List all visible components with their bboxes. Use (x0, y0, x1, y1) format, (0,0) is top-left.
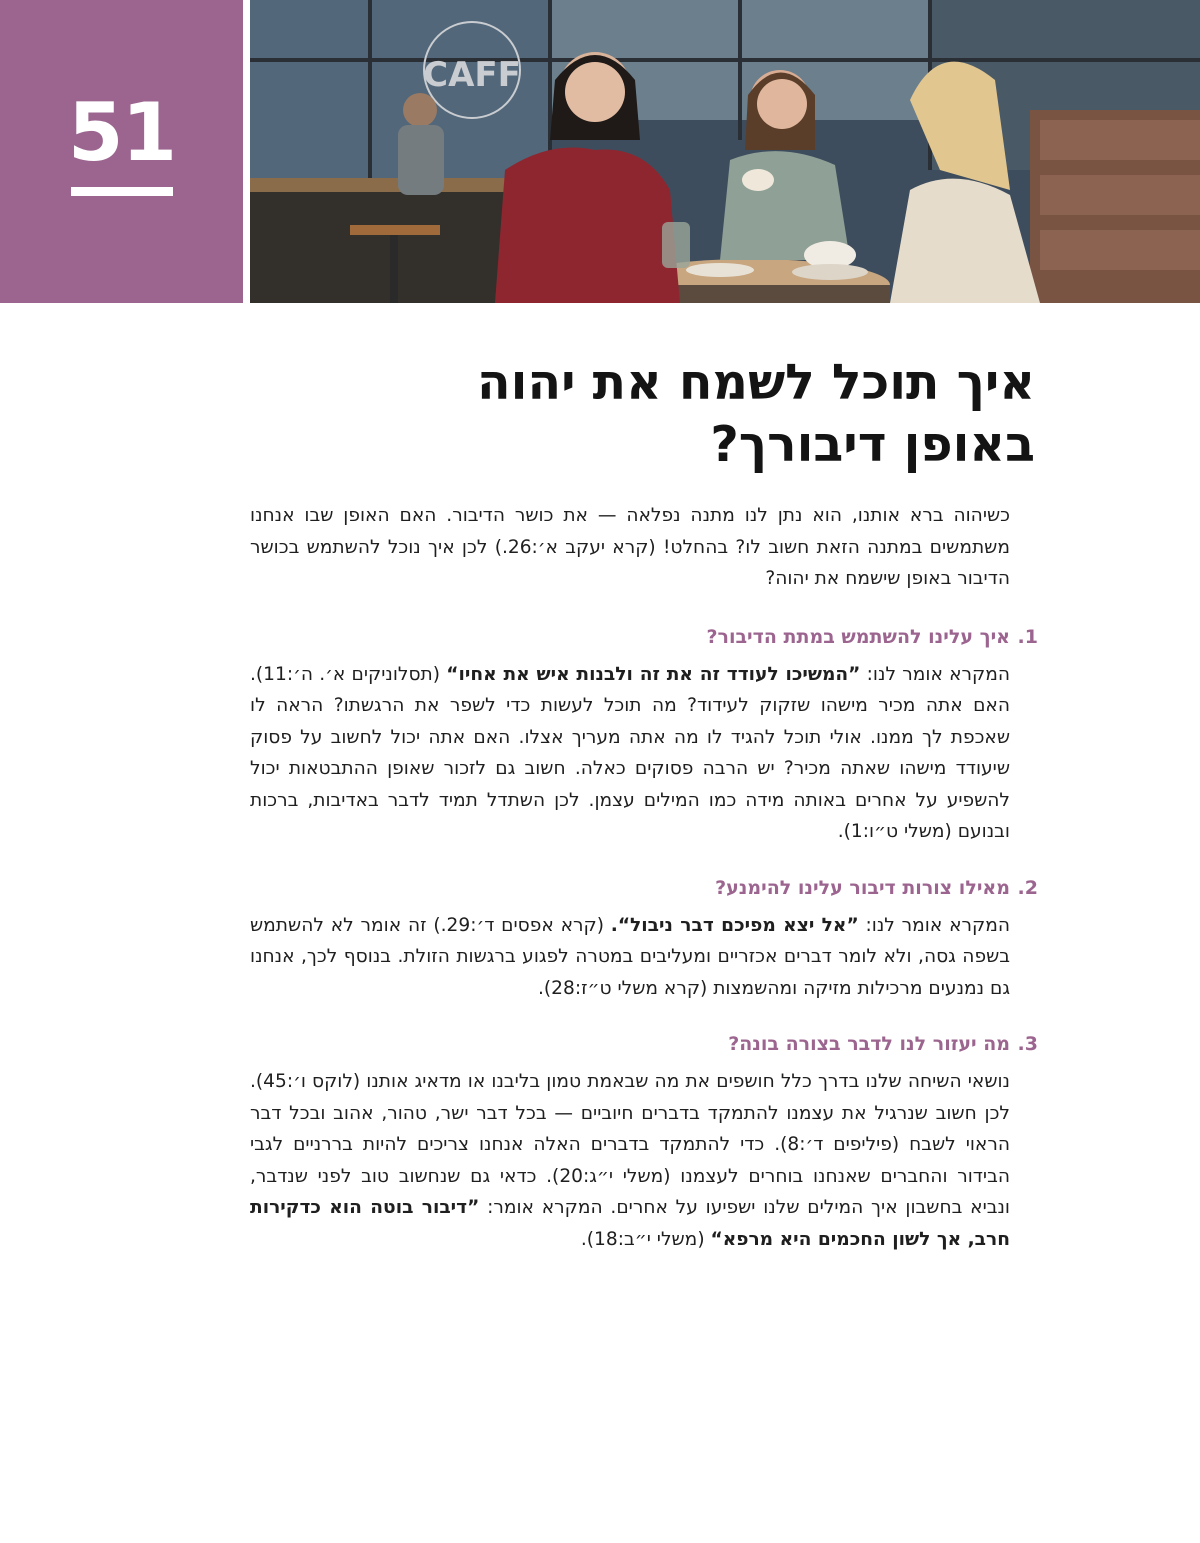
cafe-illustration (250, 0, 1200, 303)
bar-stool-seat (350, 225, 440, 235)
section-2-body-quote: ”אל יצא מפיכם דבר ניבול“. (610, 914, 859, 936)
section-3-body-pre: נושאי השיחה שלנו בדרך כלל חושפים את מה שבאמת טמון בליבנו או מדאיג אותנו (לוקס ו׳:45). לכן חשוב שנרגיל את עצמנו להתמקד בדברים חיוביים — בכל דבר ישר, טהור, אהוב ובכל דבר הראוי לשבח (פיליפים ד׳:8). כדי להתמקד בדברים האלה אנחנו צריכים להיות בררניים לגבי הבידור והחברים שאנחנו בוחרים לעצמנו (משלי י״ג:20). כדאי גם שנחשוב טוב לפני שנדבר, ונביא בחשבון איך המילים שלנו ישפיעו על אחרים. המקרא אומר: (250, 1071, 1010, 1218)
glass-jar (662, 222, 690, 268)
cafe-photo (250, 0, 1200, 303)
lesson-number: 51 (67, 86, 176, 179)
section-1-heading (250, 623, 1038, 651)
section-3-body (250, 1066, 1010, 1255)
section-1-heading-text: איך עלינו להשתמש במתת הדיבור? (706, 625, 1010, 648)
lesson-content (250, 500, 1038, 1255)
booth-cushion-top (1040, 120, 1200, 160)
bar-stool-leg (390, 235, 398, 303)
section-3-body-post: (משלי י״ב:18). (580, 1228, 711, 1250)
section-2 (250, 874, 1038, 1005)
lesson-number-tab (0, 0, 243, 303)
section-1-body-post: (תסלוניקים א׳. ה׳:11). האם אתה מכיר מישהו שזקוק לעידוד? מה תוכל לעשות כדי לשפר את הרגשתו? הראה לו שאכפת לך ממנו. אולי תוכל להגיד לו מה אתה מעריך אצלו. האם אתה יכול לחשוב על פסוק שיעודד מישהו שאתה מכיר? יש הרבה פסוקים כאלה. חשוב גם לזכור שאופן ההתבטאות יכול להשפיע על אחרים באותה מידה כמו המילים עצמן. לכן השתדל תמיד לדבר באדיבות, ברכות ובנועם (משלי ט״ו:1). (250, 663, 1010, 842)
booth-cushion-bottom (1040, 230, 1200, 270)
page-title-line-1: איך תוכל לשמח את יהוה (477, 354, 1035, 411)
section-3-heading-text: מה יעזור לנו לדבר בצורה בונה? (728, 1033, 1010, 1055)
section-2-body (250, 910, 1010, 1005)
section-2-body-pre: המקרא אומר לנו: (858, 914, 1010, 936)
coffee-cup-held (742, 169, 774, 191)
page-title-line-2: באופן דיבורך? (710, 416, 1035, 473)
booth-cushion-middle (1040, 175, 1200, 215)
background-person-body (398, 125, 444, 195)
section-1-body-quote: ”המשיכו לעודד זה את זה ולבנות איש את אחיו“ (446, 663, 861, 685)
person-one-face (565, 62, 625, 122)
section-2-heading (250, 874, 1038, 902)
section-2-heading-text: מאילו צורות דיבור עלינו להימנע? (715, 876, 1010, 899)
section-3-body-quote: ”דיבור בוטה הוא כדקירות חרב, אך לשון החכמים היא מרפא“ (250, 1197, 1010, 1250)
coffee-saucer (792, 264, 868, 280)
section-1-number: 1. (1017, 625, 1038, 648)
background-person-head (403, 93, 437, 127)
section-3 (250, 1030, 1038, 1255)
person-one-sweater (495, 148, 680, 304)
section-1-body (250, 659, 1010, 848)
person-two-face (757, 79, 807, 129)
section-1 (250, 623, 1038, 848)
page-title (235, 352, 1035, 476)
cafe-sign-text: CAFF (423, 55, 521, 95)
section-1-body-pre: המקרא אומר לנו: (860, 663, 1011, 685)
section-3-heading (250, 1030, 1038, 1058)
lesson-number-underline (71, 187, 173, 196)
section-2-body-post: (קרא אפסים ד׳:29.) זה אומר לא להשתמש בשפה גסה, ולא לומר דברים אכזריים ומעליבים במטרה לפגוע ברגשות הזולת. בנוסף לכך, אנחנו גם נמנעים מרכילות מזיקה ומהשמצות (קרא משלי ט״ז:28). (250, 914, 1010, 999)
small-plate (686, 263, 754, 277)
section-3-number: 3. (1017, 1033, 1038, 1055)
intro-paragraph: כשיהוה ברא אותנו, הוא נתן לנו מתנה נפלאה — את כושר הדיבור. האם האופן שבו אנחנו משתמשים במתנה הזאת חשוב לו? בהחלט! (קרא יעקב א׳:26.) לכן איך נוכל להשתמש בכושר הדיבור באופן שישמח את יהוה? (250, 505, 1010, 589)
section-2-number: 2. (1017, 876, 1038, 899)
